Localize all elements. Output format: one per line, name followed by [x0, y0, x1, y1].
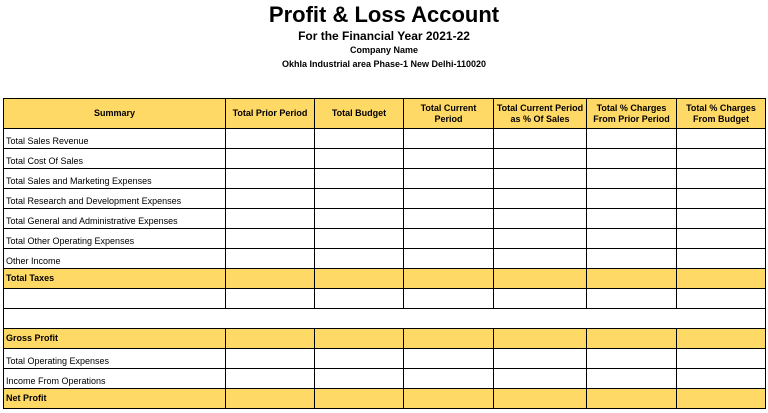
table-cell[interactable]	[494, 329, 587, 349]
table-cell[interactable]	[587, 269, 677, 289]
table-row	[4, 249, 766, 269]
table-cell[interactable]	[226, 149, 315, 169]
table-row	[4, 289, 766, 309]
table-row	[4, 229, 766, 249]
table-cell[interactable]	[404, 229, 494, 249]
table-row	[4, 349, 766, 369]
table-header-row	[4, 99, 766, 129]
table-cell[interactable]	[226, 249, 315, 269]
table-cell[interactable]	[677, 369, 766, 389]
table-cell[interactable]	[226, 389, 315, 409]
spacer-cell[interactable]	[4, 309, 766, 329]
table-cell[interactable]	[226, 369, 315, 389]
table-row	[4, 369, 766, 389]
column-header-current-period: Total Current Period	[404, 99, 494, 129]
row-label[interactable]: Net Profit	[4, 389, 226, 409]
table-cell[interactable]	[677, 329, 766, 349]
row-label[interactable]: Total Sales and Marketing Expenses	[4, 169, 226, 189]
table-row-highlight	[4, 389, 766, 409]
table-cell[interactable]	[404, 389, 494, 409]
column-header-pct-prior: Total % Charges From Prior Period	[587, 99, 677, 129]
table-cell[interactable]	[494, 389, 587, 409]
row-label[interactable]: Other Income	[4, 249, 226, 269]
table-cell[interactable]	[677, 389, 766, 409]
table-row	[4, 189, 766, 209]
table-cell[interactable]	[226, 169, 315, 189]
row-label[interactable]: Total Sales Revenue	[4, 129, 226, 149]
table-cell[interactable]	[226, 329, 315, 349]
row-label[interactable]: Total General and Administrative Expenses	[4, 209, 226, 229]
table-cell[interactable]	[315, 369, 404, 389]
table-cell[interactable]	[226, 349, 315, 369]
table-row	[4, 209, 766, 229]
table-row-highlight	[4, 329, 766, 349]
table-cell[interactable]	[315, 269, 404, 289]
table-cell[interactable]	[404, 209, 494, 229]
table-cell[interactable]	[315, 129, 404, 149]
table-cell[interactable]	[587, 389, 677, 409]
table-cell[interactable]	[494, 209, 587, 229]
table-cell[interactable]	[677, 229, 766, 249]
table-cell[interactable]	[226, 269, 315, 289]
table-cell[interactable]	[587, 249, 677, 269]
table-cell[interactable]	[494, 169, 587, 189]
table-cell[interactable]	[404, 189, 494, 209]
table-cell[interactable]	[677, 249, 766, 269]
row-label[interactable]: Total Other Operating Expenses	[4, 229, 226, 249]
row-label[interactable]: Income From Operations	[4, 369, 226, 389]
row-label[interactable]: Gross Profit	[4, 329, 226, 349]
table-cell[interactable]	[677, 149, 766, 169]
table-row	[4, 129, 766, 149]
table-cell[interactable]	[315, 249, 404, 269]
table-cell[interactable]	[494, 229, 587, 249]
column-header-summary: Summary	[4, 99, 226, 129]
table-cell[interactable]	[315, 189, 404, 209]
table-row	[4, 149, 766, 169]
table-cell[interactable]	[587, 369, 677, 389]
table-cell[interactable]	[404, 149, 494, 169]
table-cell[interactable]	[677, 209, 766, 229]
table-cell[interactable]	[587, 129, 677, 149]
table-cell[interactable]	[494, 129, 587, 149]
table-cell[interactable]	[587, 169, 677, 189]
table-row	[4, 169, 766, 189]
table-cell[interactable]	[494, 369, 587, 389]
table-cell[interactable]	[494, 249, 587, 269]
table-cell[interactable]	[315, 389, 404, 409]
company-name: Company Name	[349, 45, 419, 55]
table-cell[interactable]	[677, 269, 766, 289]
table-cell[interactable]	[404, 289, 494, 309]
table-cell[interactable]	[494, 189, 587, 209]
column-header-current-pct-sales: Total Current Period as % Of Sales	[494, 99, 587, 129]
table-cell[interactable]	[677, 169, 766, 189]
row-label[interactable]	[4, 289, 226, 309]
page-subtitle: For the Financial Year 2021-22	[298, 29, 470, 43]
table-cell[interactable]	[677, 189, 766, 209]
table-cell[interactable]	[677, 129, 766, 149]
company-address: Okhla Industrial area Phase-1 New Delhi-110020	[281, 59, 487, 69]
table-row-highlight	[4, 269, 766, 289]
table-cell[interactable]	[677, 289, 766, 309]
table-cell[interactable]	[587, 209, 677, 229]
table-cell[interactable]	[226, 229, 315, 249]
table-cell[interactable]	[315, 209, 404, 229]
column-header-budget: Total Budget	[315, 99, 404, 129]
table-cell[interactable]	[315, 229, 404, 249]
table-cell[interactable]	[404, 269, 494, 289]
table-cell[interactable]	[404, 369, 494, 389]
table-cell[interactable]	[587, 149, 677, 169]
table-cell[interactable]	[315, 349, 404, 369]
row-label[interactable]: Total Operating Expenses	[4, 349, 226, 369]
column-header-prior-period: Total Prior Period	[226, 99, 315, 129]
table-cell[interactable]	[315, 289, 404, 309]
table-cell[interactable]	[226, 289, 315, 309]
table-cell[interactable]	[404, 349, 494, 369]
table-cell[interactable]	[315, 329, 404, 349]
table-cell[interactable]	[226, 209, 315, 229]
table-cell[interactable]	[494, 149, 587, 169]
table-cell[interactable]	[226, 129, 315, 149]
profit-loss-table	[3, 98, 766, 409]
row-label[interactable]: Total Taxes	[4, 269, 226, 289]
page-title: Profit & Loss Account	[268, 2, 500, 27]
table-cell[interactable]	[404, 329, 494, 349]
column-header-pct-budget: Total % Charges From Budget	[677, 99, 766, 129]
table-cell[interactable]	[404, 129, 494, 149]
table-cell[interactable]	[494, 349, 587, 369]
table-cell[interactable]	[315, 149, 404, 169]
table-cell[interactable]	[226, 189, 315, 209]
table-cell[interactable]	[404, 249, 494, 269]
table-cell[interactable]	[494, 269, 587, 289]
table-cell[interactable]	[587, 329, 677, 349]
table-cell[interactable]	[587, 189, 677, 209]
row-label[interactable]: Total Research and Development Expenses	[4, 189, 226, 209]
table-cell[interactable]	[404, 169, 494, 189]
table-row-spacer	[4, 309, 766, 329]
table-cell[interactable]	[494, 289, 587, 309]
row-label[interactable]: Total Cost Of Sales	[4, 149, 226, 169]
table-cell[interactable]	[315, 169, 404, 189]
table-cell[interactable]	[677, 349, 766, 369]
table-cell[interactable]	[587, 229, 677, 249]
table-cell[interactable]	[587, 349, 677, 369]
table-cell[interactable]	[587, 289, 677, 309]
